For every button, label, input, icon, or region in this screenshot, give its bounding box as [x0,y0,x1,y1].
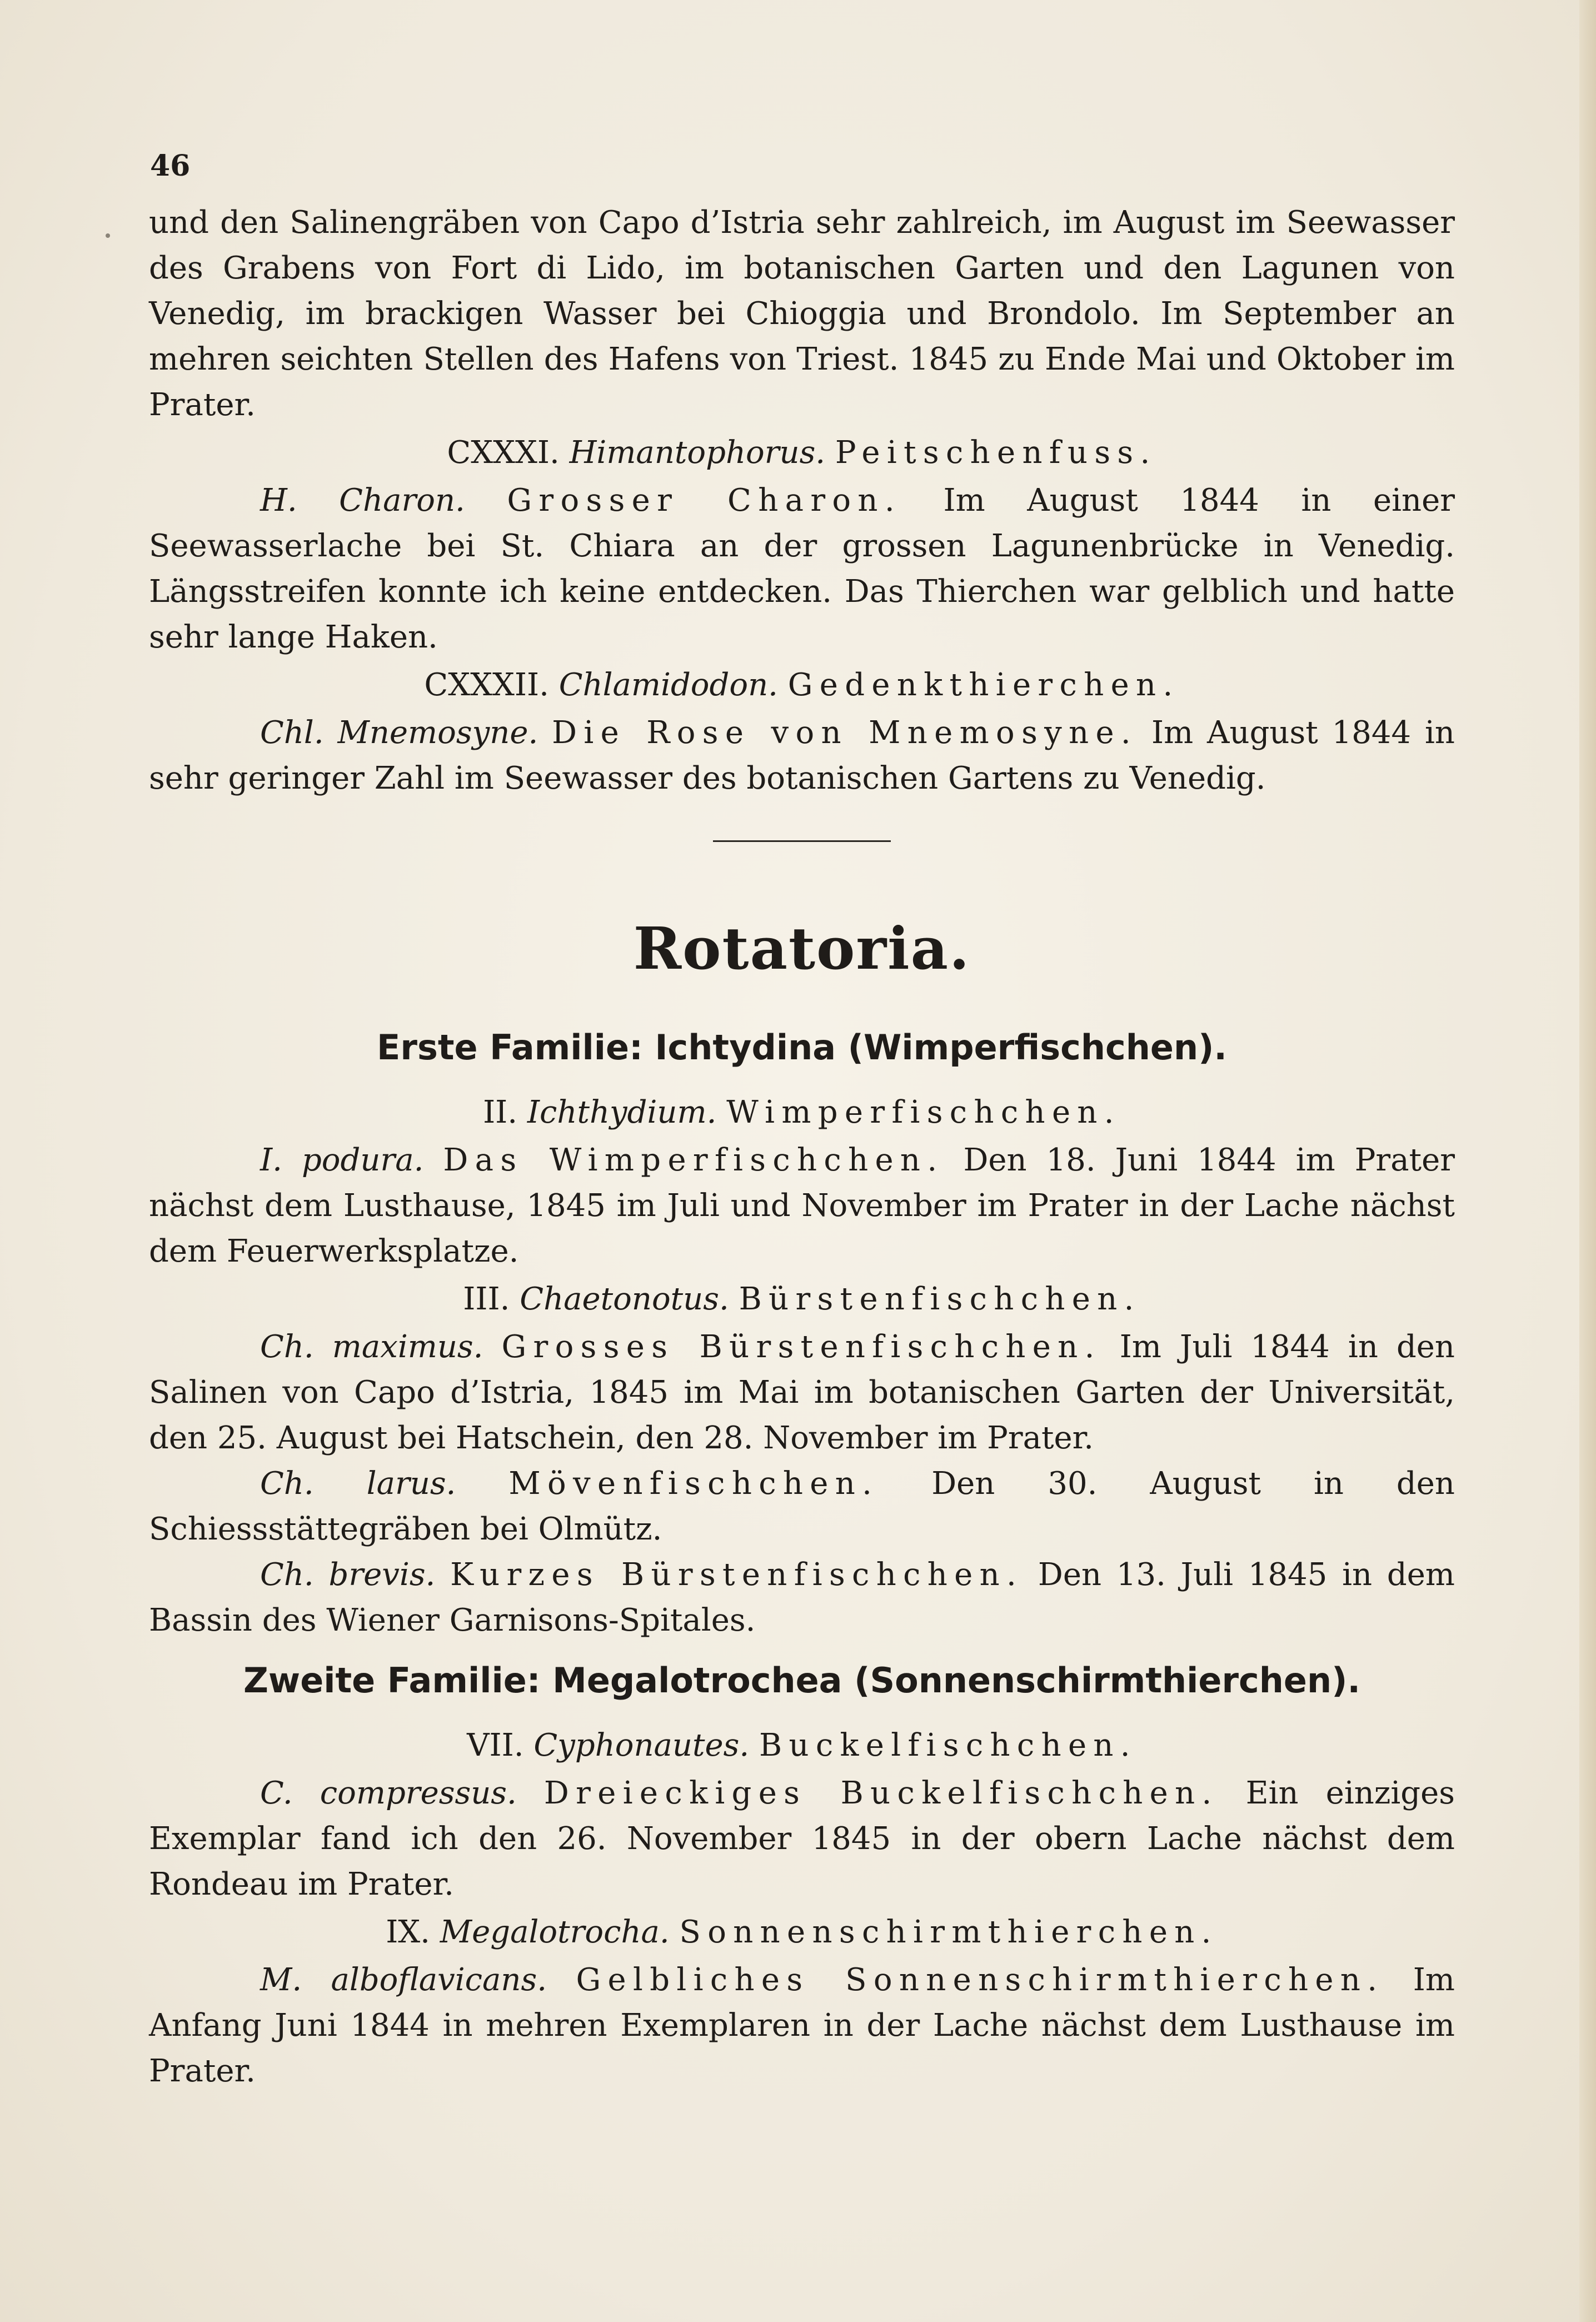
paragraph [149,1957,1455,2094]
genus-heading [149,1277,1455,1322]
genus-heading [149,1090,1455,1135]
section-divider [713,840,891,842]
taxon-name: Megalotrocha. [440,1914,670,1950]
taxon-name: I. podura. [260,1142,424,1178]
text-run: VII. [467,1727,534,1763]
text-run: Ein einziges Exemplar fand ich den 26. November 1845 in der obern Lache nächst dem Rondeau im Prater. [149,1775,1455,1902]
text-run: Im Anfang Juni 1844 in mehren Exemplaren in der Lache nächst dem Lusthause im Prater. [149,1962,1455,2089]
common-name: Die Rose von Mnemosyne. [552,715,1138,751]
taxon-name: C. compressus. [260,1775,517,1811]
taxon-name: Ichthydium. [527,1094,717,1130]
text-run [778,667,788,703]
common-name: Kurzes Bürstenfischchen. [450,1557,1024,1593]
text-run [729,1281,739,1317]
taxon-name: M. alboflavicans. [260,1962,547,1998]
taxon-name: Chl. Mnemosyne. [260,715,538,751]
text-run [716,1094,726,1130]
text-run [749,1727,759,1763]
common-name: Das Wimperfischchen. [443,1142,944,1178]
text-run [517,1775,544,1811]
section-title: Rotatoria. [633,914,971,983]
text-run [435,1557,450,1593]
text-run: Im August 1844 in sehr geringer Zahl im Seewasser des botanischen Gartens zu Venedig. [149,715,1455,796]
taxon-name: Ch. larus. [260,1466,456,1502]
genus-heading [149,1910,1455,1955]
page-edge-shadow [1579,0,1596,2322]
text-run [423,1142,443,1178]
text-run: Im August 1844 in einer Seewasserlache bei St. Chiara an der grossen Lagunenbrücke in Venedig. Längsstreifen konnte ich keine entdecken. Das Thierchen war gelblich und hatte sehr lange Haken. [149,482,1455,655]
taxon-name: Chlamidodon. [558,667,778,703]
family-heading: Erste Familie: Ichtydina (Wimperfischchen). [377,1027,1227,1068]
text-run [538,715,552,751]
text-run: und den Salinengräben von Capo d’Istria sehr zahlreich, im August im Seewasser des Grabens von Fort di Lido, im botanischen Garten und den Lagunen von Venedig, im brackigen Wasser bei Chioggia und Brondolo. Im September an mehren seichten Stellen des Hafens von Triest. 1845 zu Ende Mai und Oktober im Prater. [149,205,1455,423]
paragraph [149,478,1455,660]
common-name: Grosser Charon. [507,482,901,519]
page-body [149,200,1455,2094]
paragraph [149,1324,1455,1461]
taxon-name: Ch. brevis. [260,1557,436,1593]
family-heading: Zweite Familie: Megalotrochea (Sonnenschirmthierchen). [243,1660,1361,1701]
common-name: Dreieckiges Buckelfischchen. [543,1775,1219,1811]
taxon-name: Cyphonautes. [533,1727,750,1763]
paragraph [149,710,1455,801]
paragraph [149,1461,1455,1552]
text-run: Im Juli 1844 in den Salinen von Capo d’Istria, 1845 im Mai im botanischen Garten der Universität, den 25. August bei Hatschein, den 28. November im Prater. [149,1329,1455,1456]
margin-speck [106,233,110,238]
text-run: II. [483,1094,527,1130]
genus-heading [149,430,1455,476]
text-run [483,1329,501,1365]
genus-heading [149,662,1455,708]
common-name: Gelbliches Sonnenschirmthierchen. [576,1962,1384,1998]
text-run: CXXXII. [424,667,559,703]
text-run [547,1962,576,1998]
common-name: Gedenkthierchen. [787,667,1180,703]
common-name: Grosses Bürstenfischchen. [501,1329,1101,1365]
taxon-name: Chaetonotus. [520,1281,729,1317]
text-run [456,1466,508,1502]
common-name: Bürstenfischchen. [739,1281,1141,1317]
common-name: Buckelfischchen. [759,1727,1137,1763]
page-number: 46 [150,149,191,183]
paragraph [149,200,1455,428]
paragraph [149,1138,1455,1274]
taxon-name: Himantophorus. [569,435,826,471]
text-run [670,1914,680,1950]
paragraph [149,1552,1455,1643]
text-run [825,435,835,471]
text-run [465,482,507,519]
text-run: CXXXI. [447,435,570,471]
text-run: IX. [386,1914,440,1950]
taxon-name: H. Charon. [260,482,465,519]
taxon-name: Ch. maximus. [260,1329,483,1365]
text-run: III. [463,1281,520,1317]
common-name: Peitschenfuss. [835,435,1157,471]
common-name: Sonnenschirmthierchen. [679,1914,1218,1950]
text-run: Den 18. Juni 1844 im Prater nächst dem Lusthause, 1845 im Juli und November im Prater in der Lache nächst dem Feuerwerksplatze. [149,1142,1455,1269]
text-run: Den 30. August in den Schiessstättegräben bei Olmütz. [149,1466,1455,1547]
paragraph [149,1771,1455,1907]
common-name: Mövenfischchen. [508,1466,879,1502]
genus-heading [149,1723,1455,1768]
text-run: Den 13. Juli 1845 in dem Bassin des Wiener Garnisons-Spitales. [149,1557,1455,1638]
common-name: Wimperfischchen. [726,1094,1121,1130]
